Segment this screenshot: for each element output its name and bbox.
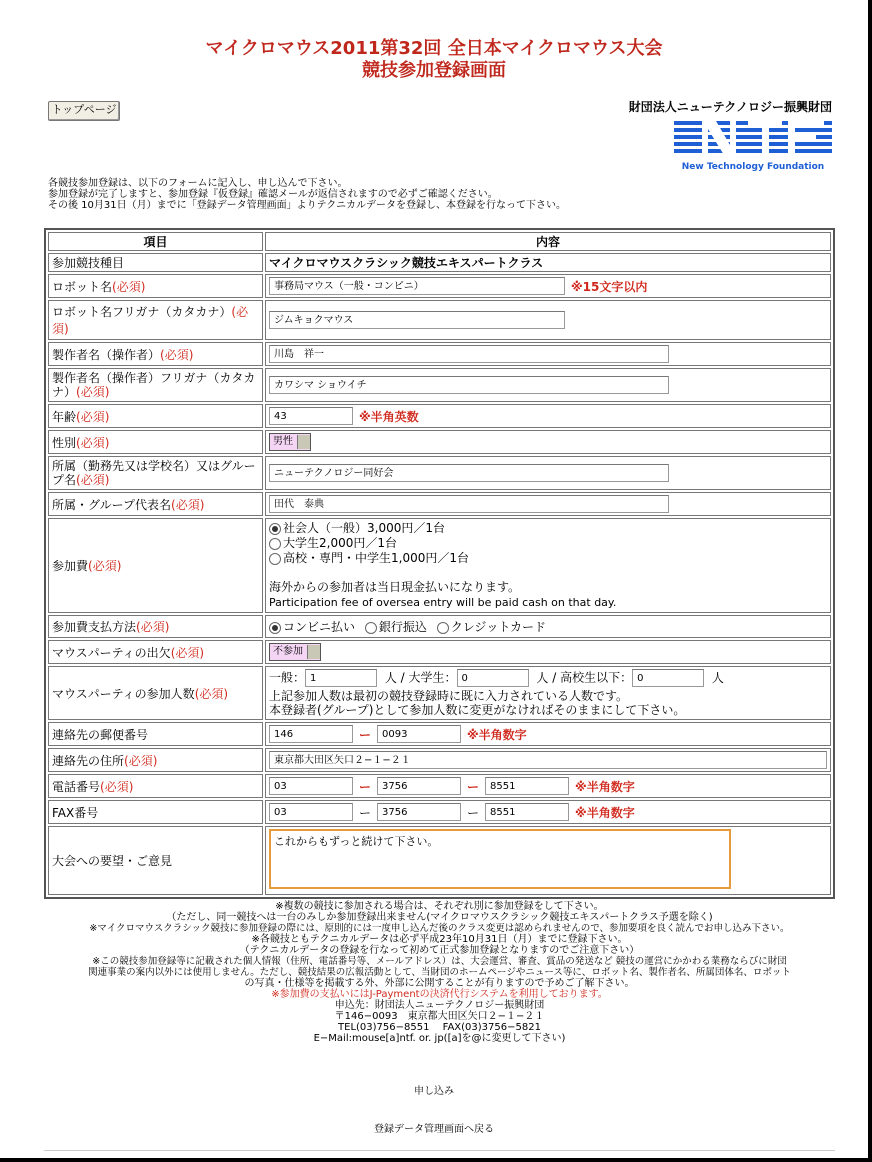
fax-label: FAX番号 bbox=[48, 800, 263, 824]
divider bbox=[44, 1150, 835, 1151]
fax-note: ※半角数字 bbox=[575, 805, 635, 820]
footer-notes bbox=[44, 901, 835, 1044]
payment-system-note: ※参加費の支払いにはJ-Paymentの決済代行システムを利用しております。 bbox=[271, 989, 608, 1000]
footer-line: ※複数の競技に参加される場合は、それぞれ別に参加登録をして下さい。 bbox=[275, 901, 604, 912]
address-input[interactable]: 東京都大田区矢口２−１−２１ bbox=[269, 751, 827, 769]
univ-count-input[interactable]: 0 bbox=[457, 669, 529, 687]
address-label: 連絡先の住所(必須) bbox=[48, 748, 263, 772]
radio-icon bbox=[437, 622, 449, 634]
column-header-content: 内容 bbox=[265, 232, 831, 251]
gender-label: 性別(必須) bbox=[48, 430, 263, 454]
intro-line: 各競技参加登録は、以下のフォームに記入し、申し込んで下さい。 bbox=[48, 178, 348, 189]
univ-count-label: 大学生： bbox=[408, 670, 457, 685]
contact-line: E−Mail:mouse[a]ntf. or. jp([a]を@に変更して下さい) bbox=[313, 1033, 566, 1044]
phone-input-2[interactable]: 3756 bbox=[377, 777, 461, 795]
foundation-name: 財団法人ニューテクノロジー振興財団 bbox=[628, 100, 832, 114]
robot-name-note: ※15文字以内 bbox=[571, 279, 648, 294]
footer-line: ※この競技参加登録等に記載された個人情報（住所、電話番号等、メールアドレス）は、大会運営、審査、賞品の発送など 競技の運営にかかわる業務ならびに財団 bbox=[92, 956, 787, 967]
fee-label: 参加費(必須) bbox=[48, 518, 263, 613]
column-header-item: 項目 bbox=[48, 232, 263, 251]
fee-option-university[interactable]: 大学生2,000円／1台 bbox=[269, 536, 827, 551]
postal-input-1[interactable]: 146 bbox=[269, 725, 353, 743]
robot-name-input[interactable]: 事務局マウス（一般・コンピニ） bbox=[269, 277, 565, 295]
category-label: 参加競技種目 bbox=[48, 253, 263, 272]
fax-input-3[interactable]: 8551 bbox=[485, 803, 569, 821]
radio-icon bbox=[269, 523, 281, 535]
back-link[interactable]: 登録データ管理画面へ戻る bbox=[374, 1124, 494, 1135]
logo-text: New Technology Foundation bbox=[681, 162, 825, 172]
affiliation-input[interactable]: ニューテクノロジー同好会 bbox=[269, 464, 669, 482]
party-select[interactable]: 不参加 bbox=[269, 643, 321, 661]
postal-label: 連絡先の郵便番号 bbox=[48, 722, 263, 746]
maker-kana-label: 製作者名（操作者）フリガナ（カタカナ）(必須) bbox=[48, 368, 263, 402]
category-value: マイクロマウスクラシック競技エキスパートクラス bbox=[265, 253, 831, 272]
maker-kana-input[interactable]: カワシマ ショウイチ bbox=[269, 376, 669, 394]
party-count-label: マウスパーティの参加人数(必須) bbox=[48, 666, 263, 720]
phone-input-3[interactable]: 8551 bbox=[485, 777, 569, 795]
comments-label: 大会への要望・ご意見 bbox=[48, 826, 263, 895]
fee-cell bbox=[265, 518, 831, 613]
footer-line: （テクニカルデータの登録を行なって初めて正式参加登録となりますのでご注意下さい） bbox=[239, 945, 640, 956]
radio-icon bbox=[269, 553, 281, 565]
postal-input-2[interactable]: 0093 bbox=[377, 725, 461, 743]
phone-note: ※半角数字 bbox=[575, 779, 635, 794]
maker-label: 製作者名（操作者）(必須) bbox=[48, 342, 263, 366]
fax-input-1[interactable]: 03 bbox=[269, 803, 353, 821]
contact-line: 〒146−0093 東京都大田区矢口２−１−２１ bbox=[334, 1011, 545, 1022]
general-count-input[interactable]: 1 bbox=[305, 669, 377, 687]
footer-line: の写真・仕様等を掲載する外、外部に公開することが有りますので予めご了解下さい。 bbox=[244, 978, 635, 989]
representative-label: 所属・グループ代表名(必須) bbox=[48, 492, 263, 516]
affiliation-label: 所属（勤務先又は学校名）又はグループ名(必須) bbox=[48, 456, 263, 490]
high-count-label: 高校生以下： bbox=[560, 670, 633, 685]
footer-line: ※マイクロマウスクラシック競技に参加登録の際には、原則的には一度申し込んだ後のクラス変更は認められませんので、参加要項を良く読んでお申し込み下さい。 bbox=[89, 923, 790, 934]
radio-icon bbox=[269, 622, 281, 634]
chevron-down-icon bbox=[297, 435, 310, 449]
age-label: 年齢(必須) bbox=[48, 404, 263, 428]
radio-icon bbox=[269, 538, 281, 550]
payment-label: 参加費支払方法(必須) bbox=[48, 615, 263, 638]
ntf-logo bbox=[672, 117, 834, 175]
footer-line: （ただし、同一競技へは一台のみしか参加登録出来ません(マイクロマウスクラシック競技エキスパートクラス予選を除く) bbox=[166, 912, 713, 923]
high-count-input[interactable]: 0 bbox=[632, 669, 704, 687]
party-label: マウスパーティの出欠(必須) bbox=[48, 640, 263, 664]
gender-select[interactable]: 男性 bbox=[269, 433, 311, 451]
robot-kana-input[interactable]: ジムキョクマウス bbox=[269, 311, 565, 329]
contact-line: 申込先：財団法人ニューテクノロジー振興財団 bbox=[334, 1000, 545, 1011]
radio-icon bbox=[365, 622, 377, 634]
intro-line: 参加登録が完了しますと、参加登録『仮登録』確認メールが返信されますので必ずご確認ください。 bbox=[48, 189, 498, 200]
postal-note: ※半角数字 bbox=[467, 727, 527, 742]
registration-form: 項目 内容 参加競技種目 マイクロマウスクラシック競技エキスパートクラス ロボット名(必須) 事務局マウス（一般・コンピニ） ※15文字以内 ロボット名フリガナ（カタカナ）(必須) ジムキョクマウス 製作者名（操作者）(必須) 川島 祥一 製作者名（操作者）フリガナ（カタカナ）(必須) カワシマ ショウイチ 年齢(必須) 43 ※半角英数 性別(必須) 男性 所属（勤務先又は学校名）又はグループ名(必須) ニューテクノロジー同好会 所属・グループ代表名(必須) 田代 泰典 参加費(必須) 社会人（一般）3,000円／1台 大学生2,000円／1台 高校・専門・中学生1,000円／1台 海外からの参加者は当日現金払いになります。 Participation fee of oversea entry will be paid cash on that day. 参加費支払方法(必須) コンビニ払い 銀行振込 クレジットカード マウスパーティの出欠(必須) 不参加 マウスパーティの参加人数(必須) 一般： 1 人 / 大学生： 0 人 / 高校生以下： 0 人 上記参加人数は最初の競技登録時に既に入力されている人数です。 本登録者(グループ)として参加人数に変更がなければそのままにして下さい。 連絡先の郵便番号 146 ー 0093 ※半角数字 連絡先の住所(必須) 東京都大田区矢口２−１−２１ 電話番号(必須) 03 ー 3756 ー 8551 ※半角数字 FAX番号 03 ー 3756 ー 8551 ※半角数字 大会への要望・ご意見 これからもずっと続けて下さい。 bbox=[44, 228, 835, 899]
robot-kana-label: ロボット名フリガナ（カタカナ）(必須) bbox=[48, 300, 263, 340]
party-count-note2: 本登録者(グループ)として参加人数に変更がなければそのままにして下さい。 bbox=[269, 703, 686, 717]
intro-line: その後 10月31日（月）までに「登録データ管理画面」よりテクニカルデータを登録し、本登録を行なって下さい。 bbox=[48, 200, 567, 211]
robot-name-label: ロボット名(必須) bbox=[48, 274, 263, 298]
robot-name-cell bbox=[265, 274, 831, 298]
payment-option-bank[interactable]: 銀行振込 bbox=[365, 620, 427, 634]
payment-option-credit[interactable]: クレジットカード bbox=[437, 620, 546, 634]
fee-option-general[interactable]: 社会人（一般）3,000円／1台 bbox=[269, 521, 827, 536]
submit-button[interactable]: 申し込み bbox=[414, 1086, 454, 1097]
fee-note-jp: 海外からの参加者は当日現金払いになります。 bbox=[269, 580, 521, 594]
fee-note-en: Participation fee of oversea entry will be paid cash on that day. bbox=[269, 596, 617, 609]
age-note: ※半角英数 bbox=[359, 409, 419, 424]
representative-input[interactable]: 田代 泰典 bbox=[269, 495, 669, 513]
age-input[interactable]: 43 bbox=[269, 407, 353, 425]
contact-line: TEL(03)756−8551 FAX(03)3756−5821 bbox=[338, 1022, 541, 1033]
phone-label: 電話番号(必須) bbox=[48, 774, 263, 798]
intro-text bbox=[48, 178, 566, 211]
maker-input[interactable]: 川島 祥一 bbox=[269, 345, 669, 363]
chevron-down-icon bbox=[307, 645, 320, 659]
page-subtitle: 競技参加登録画面 bbox=[362, 60, 506, 81]
party-count-note1: 上記参加人数は最初の競技登録時に既に入力されている人数です。 bbox=[269, 689, 629, 703]
fax-input-2[interactable]: 3756 bbox=[377, 803, 461, 821]
footer-line: ※各競技ともテクニカルデータは必ず平成23年10月31日（月）までに登録下さい。 bbox=[251, 934, 628, 945]
footer-line: 関連事業の案内以外には使用しません。ただし、競技結果の広報活動として、当財団のホームページやニュース等に、ロボット名、製作者名、所属団体名、ロボット bbox=[88, 967, 791, 978]
general-count-label: 一般： bbox=[269, 670, 306, 685]
fee-option-highschool[interactable]: 高校・専門・中学生1,000円／1台 bbox=[269, 551, 827, 566]
top-page-button[interactable]: トップページ bbox=[48, 101, 120, 121]
comments-textarea[interactable] bbox=[269, 829, 731, 889]
phone-input-1[interactable]: 03 bbox=[269, 777, 353, 795]
page-title: マイクロマウス2011第32回 全日本マイクロマウス大会 bbox=[205, 38, 663, 59]
payment-option-convenience[interactable]: コンビニ払い bbox=[269, 620, 355, 634]
